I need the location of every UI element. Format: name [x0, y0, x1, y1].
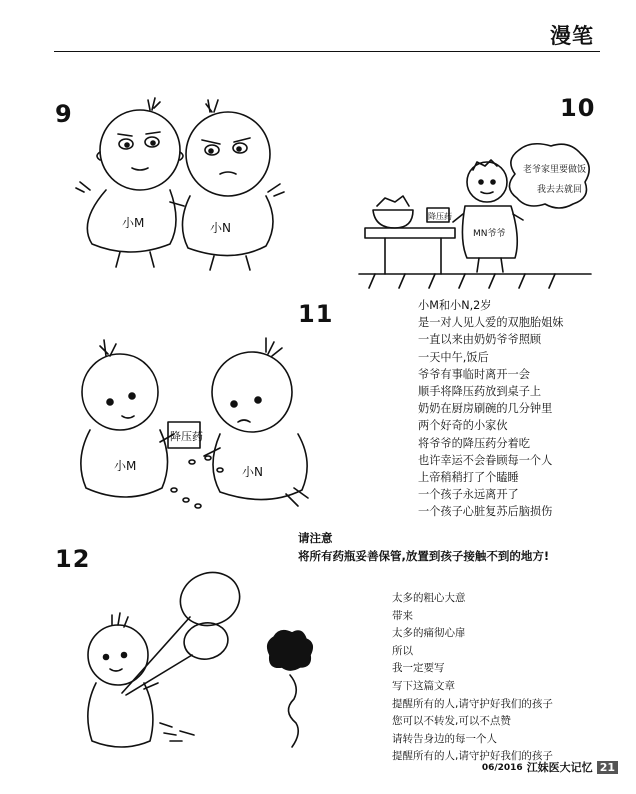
story-text — [418, 297, 618, 521]
notice-body: 将所有药瓶妥善保管,放置到孩子接触不到的地方! — [298, 548, 550, 563]
story-line: 小M和小N,2岁 — [418, 299, 492, 312]
story-line: 一个孩子永远离开了 — [418, 488, 519, 502]
medicine-sign: 降压药 — [428, 212, 452, 221]
pill-bottle-label: 降压药 — [170, 430, 203, 443]
page-number: 21 — [597, 761, 618, 774]
poem-line: 请转告身边的每一个人 — [392, 732, 497, 745]
twin-n-head — [186, 112, 270, 196]
page-footer — [482, 761, 618, 774]
story-line: 也许幸运不会眷顾每一个人 — [418, 453, 553, 467]
notice-heading: 请注意 — [298, 531, 333, 545]
poem-line: 我一定要写 — [392, 662, 445, 675]
panel-number-9: 9 — [55, 100, 73, 128]
story-line: 顺手将降压药放到桌子上 — [418, 385, 542, 399]
poem-line: 写下这篇文章 — [392, 679, 455, 692]
poem-line: 提醒所有的人,请守护好我们的孩子 — [392, 697, 553, 710]
poem-line: 提醒所有的人,请守护好我们的孩子 — [392, 750, 553, 763]
magazine-name: 江妹医大记忆 — [526, 761, 593, 774]
story-line: 一个孩子心脏复苏后脑损伤 — [418, 505, 553, 519]
twin-m-shirt: 小M — [122, 216, 145, 230]
twin-m-head — [100, 110, 180, 190]
story-line: 是一对人见人爱的双胞胎姐妹 — [418, 316, 564, 330]
twin-n-shirt: 小N — [210, 221, 231, 235]
closing-poem — [392, 590, 592, 766]
panel-11-illustration — [70, 330, 320, 515]
panel-number-11: 11 — [298, 300, 334, 328]
panel-12-illustration — [60, 565, 340, 765]
column-title: 漫笔 — [550, 24, 594, 48]
thought-bubble-line-2: 我去去就回 — [537, 185, 583, 195]
poem-line: 太多的粗心大意 — [392, 592, 466, 604]
poem-line: 您可以不转发,可以不点赞 — [392, 715, 511, 728]
story-line: 上帝稍稍打了个瞌睡 — [418, 471, 519, 485]
story-line: 一直以来由奶奶爷爷照顾 — [418, 333, 542, 347]
poem-line: 太多的痛彻心扉 — [392, 627, 466, 640]
panel-number-12: 12 — [55, 545, 91, 573]
issue-date: 06/2016 — [481, 763, 523, 773]
story-line: 奶奶在厨房刷碗的几分钟里 — [418, 402, 553, 416]
panel-number-10: 10 — [560, 94, 596, 122]
story-line: 一天中午,饭后 — [418, 350, 489, 364]
twin-m-shirt-11: 小M — [114, 459, 137, 473]
poem-line: 所以 — [392, 644, 413, 657]
panel-9-illustration — [70, 92, 300, 272]
panel-10-illustration — [355, 140, 595, 290]
story-line: 将爷爷的降压药分着吃 — [418, 436, 530, 450]
poem-line: 带来 — [392, 609, 413, 622]
header-rule — [54, 51, 600, 52]
story-line: 爷爷有事临时离开一会 — [418, 367, 530, 381]
grandpa-shirt: MN爷爷 — [473, 229, 506, 239]
safety-notice — [298, 530, 549, 565]
thought-bubble-line-1: 老爷家里要做饭 — [523, 165, 587, 175]
twin-n-shirt-11: 小N — [242, 465, 263, 479]
story-line: 两个好奇的小家伙 — [418, 419, 508, 433]
